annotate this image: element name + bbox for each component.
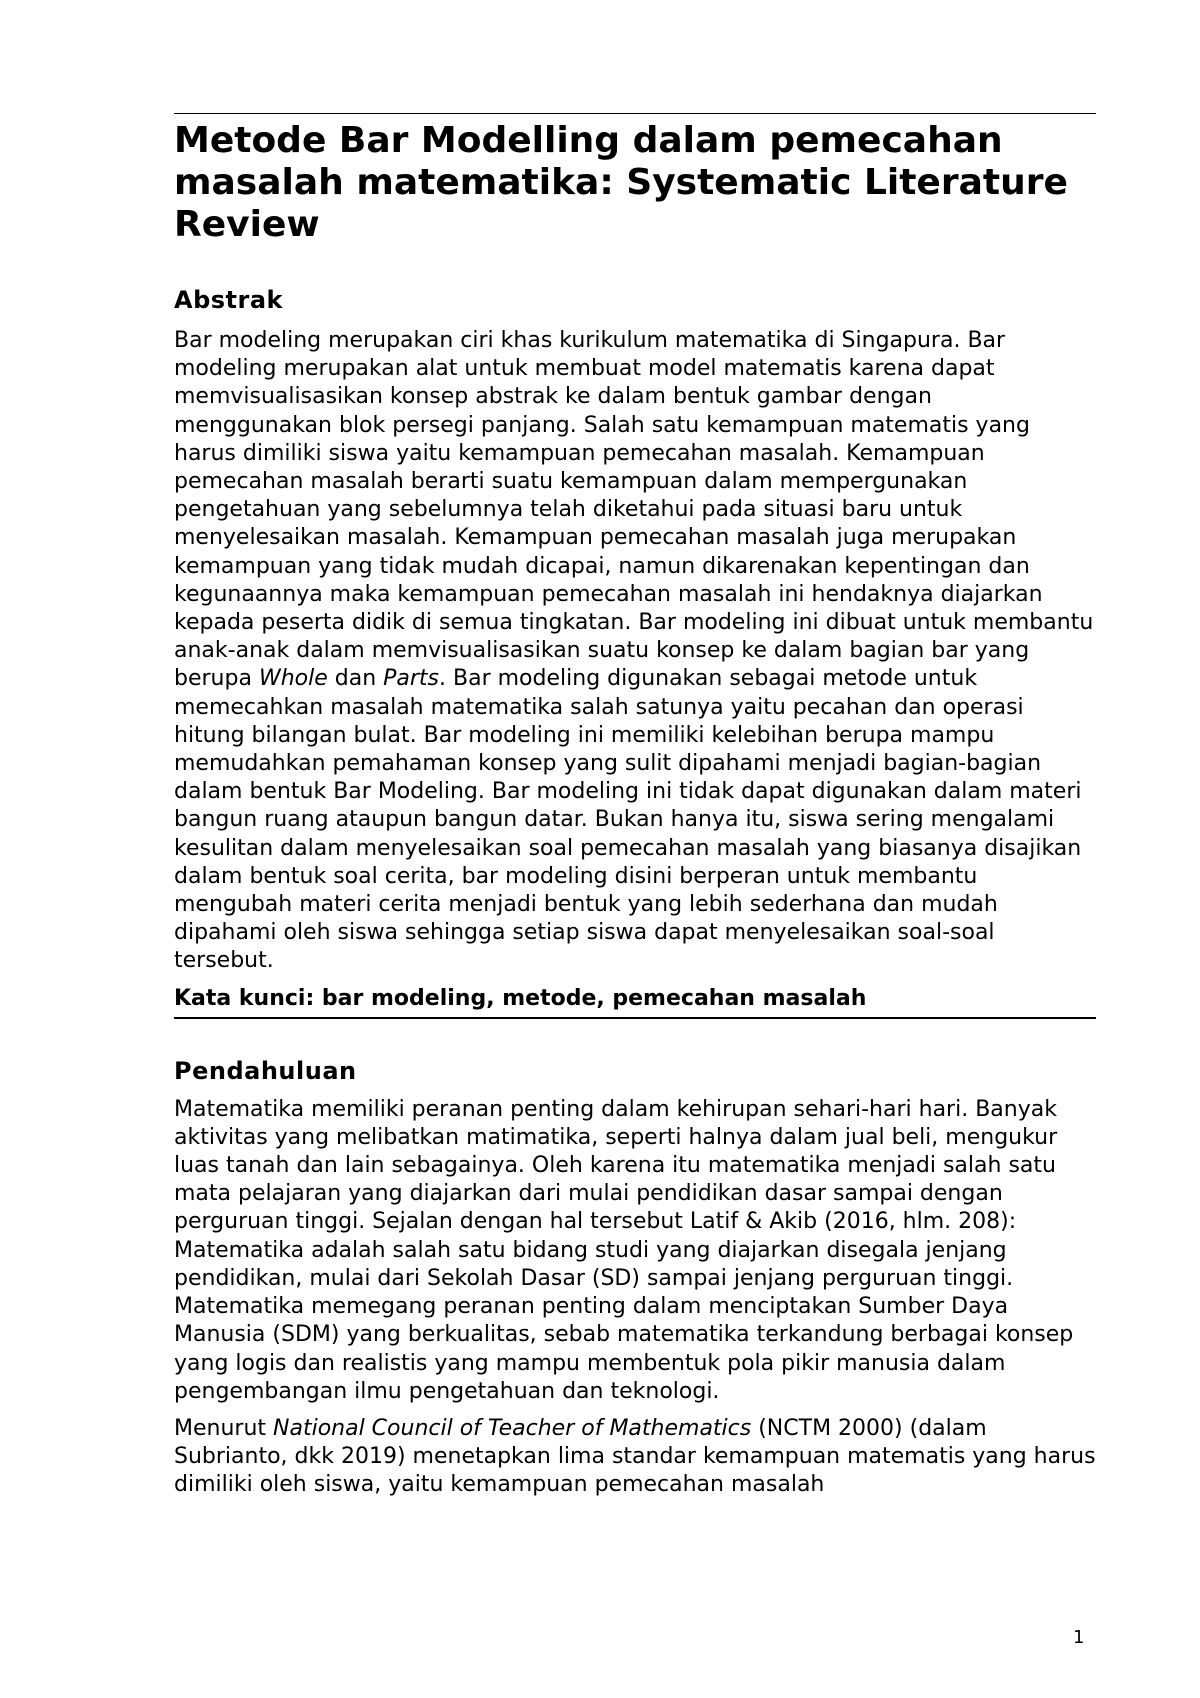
page-number: 1 (1073, 1627, 1085, 1648)
keywords-line: Kata kunci: bar modeling, metode, pemecahan masalah (174, 985, 1096, 1019)
abstract-text-part-1: Bar modeling merupakan ciri khas kurikulum matematika di Singapura. Bar modeling merupakan alat untuk membuat model matematis karena dapat memvisualisasikan konsep abstrak ke dalam bentuk gambar dengan menggunakan blok persegi panjang. Salah satu kemampuan matematis yang harus dimiliki siswa yaitu kemampuan pemecahan masalah. Kemampuan pemecahan masalah berarti suatu kemampuan dalam mempergunakan pengetahuan yang sebelumnya telah diketahui pada situasi baru untuk menyelesaikan masalah. Kemampuan pemecahan masalah juga merupakan kemampuan yang tidak mudah dicapai, namun dikarenakan kepentingan dan kegunaannya maka kemampuan pemecahan masalah ini hendaknya diajarkan kepada peserta didik di semua tingkatan. Bar modeling ini dibuat untuk membantu anak-anak dalam memvisualisasikan suatu konsep ke dalam bagian bar yang berupa (174, 328, 1094, 692)
abstract-term-parts: Parts (383, 666, 440, 692)
introduction-paragraph-2 (174, 1415, 1096, 1500)
abstract-text-between: dan (327, 666, 384, 692)
nctm-name: National Council of Teacher of Mathematics (273, 1415, 752, 1441)
abstract-heading: Abstrak (174, 286, 284, 314)
abstract-text-part-2: . Bar modeling digunakan sebagai metode untuk memecahkan masalah matematika salah satunya yaitu pecahan dan operasi hitung bilangan bulat. Bar modeling ini memiliki kelebihan berupa mampu memudahkan pemahaman konsep yang sulit dipahami menjadi bagian-bagian dalam bentuk Bar Modeling. Bar modeling ini tidak dapat digunakan dalam materi bangun ruang ataupun bangun datar. Bukan hanya itu, siswa sering mengalami kesulitan dalam menyelesaikan soal pemecahan masalah yang biasanya disajikan dalam bentuk soal cerita, bar modeling disini berperan untuk membantu mengubah materi cerita menjadi bentuk yang lebih sederhana dan mudah dipahami oleh siswa sehingga setiap siswa dapat menyelesaikan soal-soal tersebut. (174, 666, 1082, 974)
top-rule (174, 113, 1096, 114)
abstract-term-whole: Whole (258, 666, 328, 692)
introduction-paragraph-2-rest: (NCTM 2000) (dalam Subrianto, dkk 2019) menetapkan lima standar kemampuan matematis yang harus dimiliki oleh siswa, yaitu kemampuan pemecahan masalah (174, 1415, 1096, 1498)
abstract-paragraph (174, 327, 1096, 976)
introduction-paragraph-1: Matematika memiliki peranan penting dalam kehirupan sehari-hari hari. Banyak aktivitas yang melibatkan matimatika, seperti halnya dalam jual beli, mengukur luas tanah dan lain sebagainya. Oleh karena itu matematika menjadi salah satu mata pelajaran yang diajarkan dari mulai pendidikan dasar sampai dengan perguruan tinggi. Sejalan dengan hal tersebut Latif & Akib (2016, hlm. 208): Matematika adalah salah satu bidang studi yang diajarkan disegala jenjang pendidikan, mulai dari Sekolah Dasar (SD) sampai jenjang perguruan tinggi. Matematika memegang peranan penting dalam menciptakan Sumber Daya Manusia (SDM) yang berkualitas, sebab matematika terkandung berbagai konsep yang logis dan realistis yang mampu membentuk pola pikir manusia dalam pengembangan ilmu pengetahuan dan teknologi. (174, 1096, 1074, 1404)
document-title: Metode Bar Modelling dalam pemecahan masalah matematika: Systematic Literature Review (174, 120, 1068, 245)
introduction-heading: Pendahuluan (174, 1056, 357, 1085)
introduction-paragraph-2-start: Menurut (174, 1415, 274, 1441)
document-page (174, 113, 1096, 1500)
